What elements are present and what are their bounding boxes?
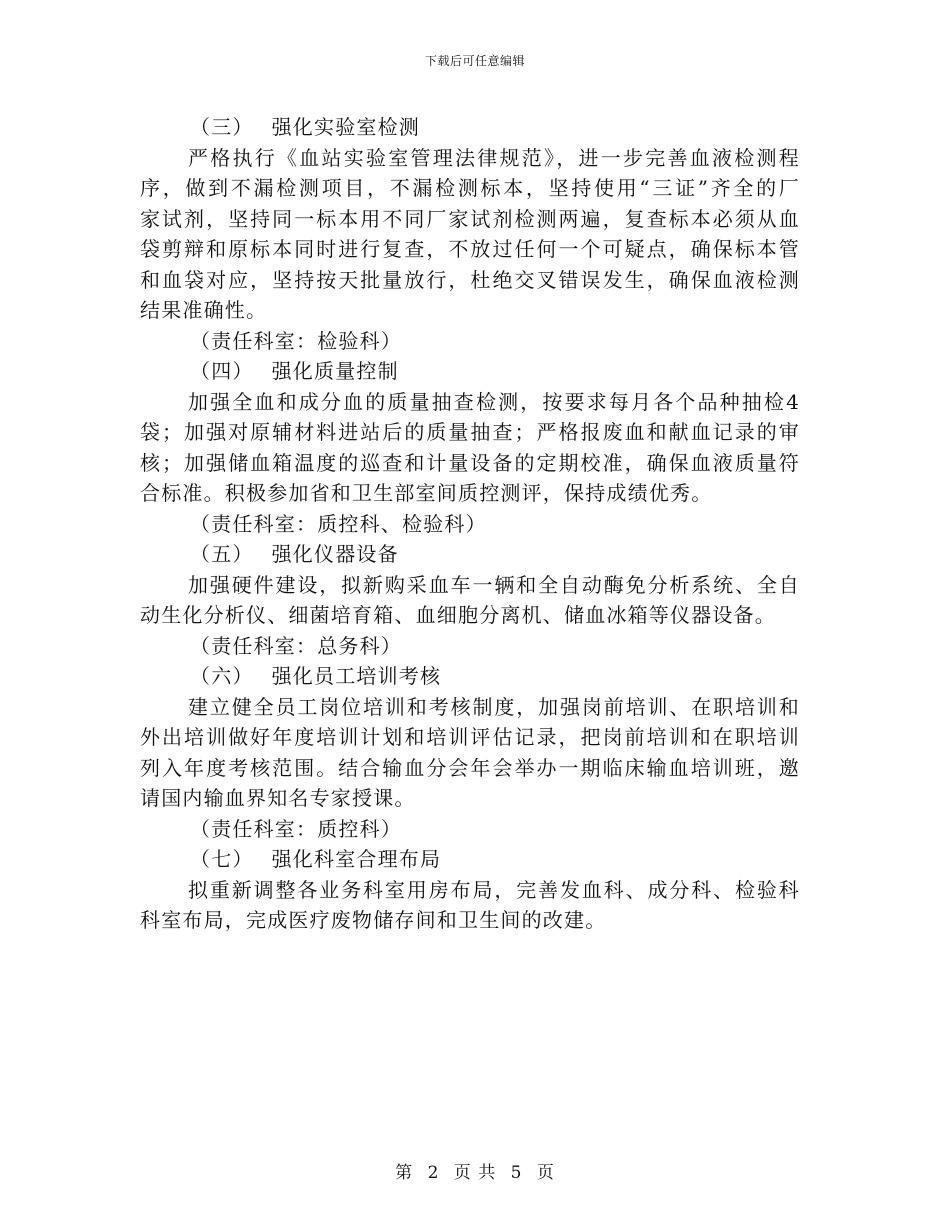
document-body	[140, 112, 800, 936]
section-number: （五）	[190, 542, 254, 566]
paragraph-line: 序，做到不漏检测项目，不漏检测标本，坚持使用“三证”齐全的厂	[140, 176, 800, 200]
paragraph-line: 动生化分析仪、细菌培育箱、血细胞分离机、储血冰箱等仪器设备。	[140, 603, 776, 627]
section-heading	[140, 661, 800, 692]
paragraph-line: 和血袋对应，坚持按天批量放行，杜绝交叉错误发生，确保血液检测	[140, 267, 800, 292]
footer-page-number: 2	[427, 1163, 440, 1183]
section-number: （四）	[190, 359, 254, 383]
responsibility-note: （责任科室：质控科）	[190, 816, 402, 841]
paragraph-line: 拟重新调整各业务科室用房布局，完善发血科、成分科、检验科	[188, 877, 800, 902]
section-heading	[140, 356, 800, 387]
section-heading	[140, 112, 800, 143]
section-title: 强化科室合理布局	[271, 847, 442, 871]
page-header: 下载后可任意编辑	[424, 54, 525, 68]
section-number: （三）	[190, 115, 254, 139]
paragraph-line: 袋；加强对原辅材料进站后的质量抽查；严格报废血和献血记录的审	[140, 420, 800, 444]
paragraph-line: 请国内输血界知名专家授课。	[140, 786, 416, 810]
section-title: 强化质量控制	[271, 359, 399, 383]
responsibility-note: （责任科室：总务科）	[190, 633, 402, 658]
paragraph-line: 合标准。积极参加省和卫生部室间质控测评，保持成绩优秀。	[140, 481, 713, 505]
section-heading	[140, 539, 800, 570]
paragraph-line: 袋剪辩和原标本同时进行复查，不放过任何一个可疑点，确保标本管	[140, 237, 800, 261]
responsibility-note: （责任科室：质控科、检验科）	[190, 511, 487, 536]
footer-prefix: 第	[395, 1163, 414, 1183]
section-number: （七）	[190, 847, 254, 871]
section-title: 强化员工培训考核	[271, 664, 442, 688]
paragraph-line: 外出培训做好年度培训计划和培训评估记录，把岗前培训和在职培训	[140, 725, 800, 749]
footer-suffix: 页	[536, 1163, 555, 1183]
paragraph-line: 严格执行《血站实验室管理法律规范》，进一步完善血液检测程	[188, 145, 800, 170]
responsibility-note: （责任科室：检验科）	[190, 328, 402, 353]
paragraph-line: 核；加强储血箱温度的巡查和计量设备的定期校准，确保血液质量符	[140, 450, 800, 475]
page-footer	[0, 1158, 950, 1183]
paragraph-line: 家试剂，坚持同一标本用不同厂家试剂检测两遍，复查标本必须从血	[140, 206, 800, 231]
paragraph-line: 结果准确性。	[140, 298, 268, 322]
section-heading	[140, 844, 800, 875]
footer-mid: 页 共	[453, 1163, 497, 1183]
paragraph-line: 加强全血和成分血的质量抽查检测，按要求每月各个品种抽检4	[188, 389, 800, 414]
section-title: 强化仪器设备	[271, 542, 399, 566]
section-number: （六）	[190, 664, 254, 688]
footer-total-pages: 5	[510, 1163, 523, 1183]
paragraph-line: 加强硬件建设，拟新购采血车一辆和全自动酶免分析系统、全自	[188, 572, 800, 597]
paragraph-line: 建立健全员工岗位培训和考核制度，加强岗前培训、在职培训和	[188, 694, 800, 719]
paragraph-line: 科室布局，完成医疗废物储存间和卫生间的改建。	[140, 908, 607, 932]
paragraph-line: 列入年度考核范围。结合输血分会年会举办一期临床输血培训班，邀	[140, 755, 800, 780]
section-title: 强化实验室检测	[271, 115, 421, 139]
